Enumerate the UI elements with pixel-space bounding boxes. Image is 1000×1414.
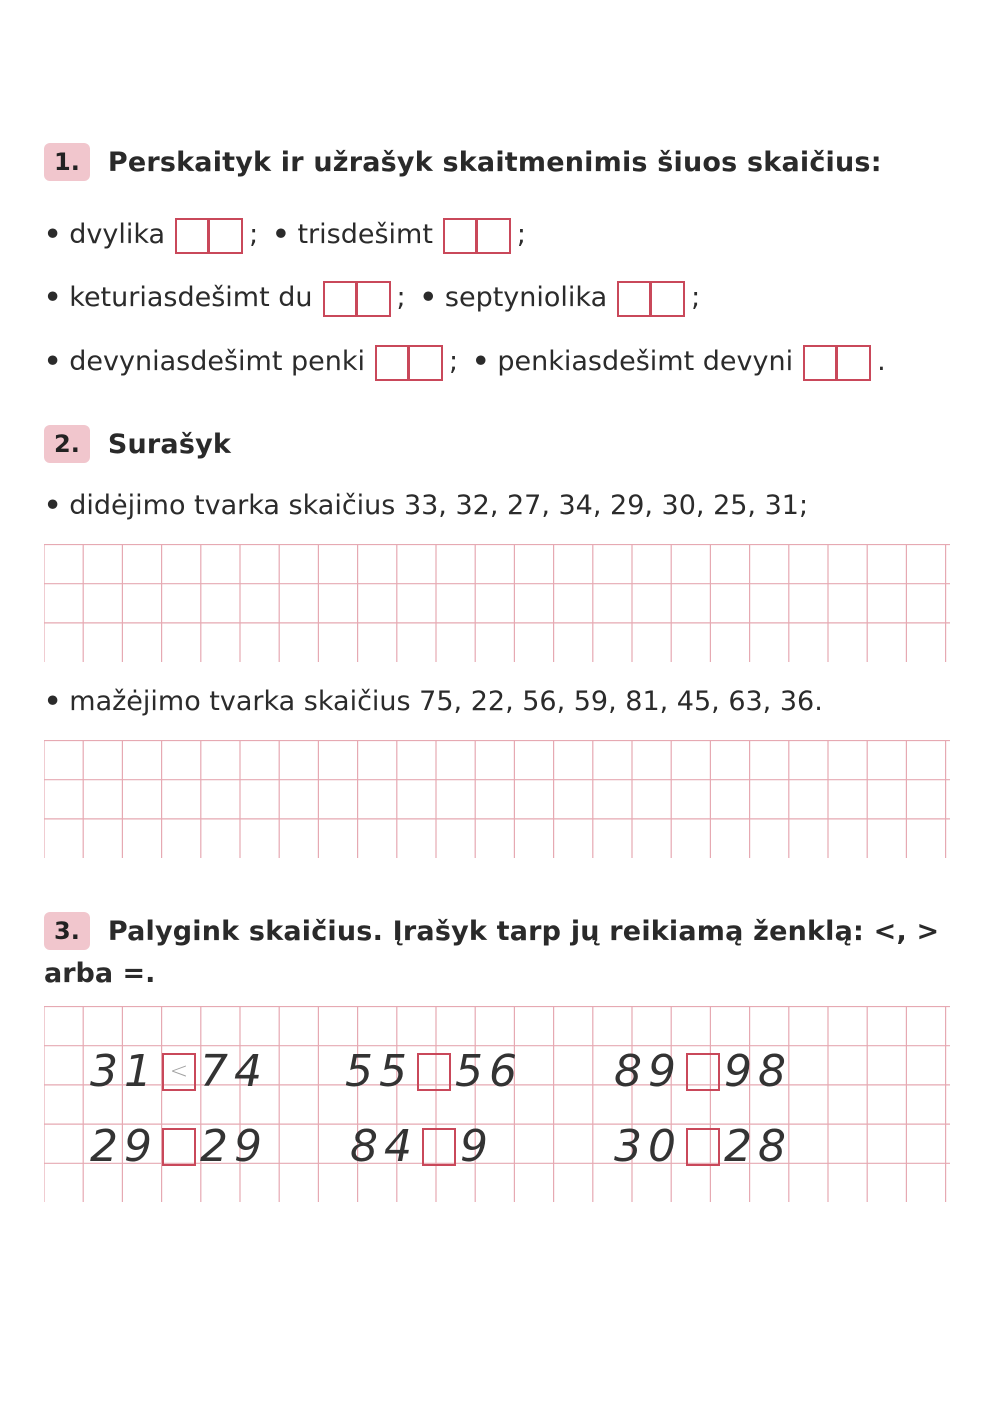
task-2-header: [44, 425, 231, 463]
bullet: •: [44, 281, 62, 313]
grid-ascending[interactable]: [44, 544, 950, 662]
task-1-row-3: [44, 343, 886, 379]
answer-boxes[interactable]: [617, 281, 685, 317]
word-label: devyniasdešimt penki: [69, 345, 365, 377]
compare-pair: [350, 1121, 494, 1172]
word-label: penkiasdešimt devyni: [497, 345, 794, 377]
digit-box[interactable]: [443, 218, 477, 254]
compare-pair: [90, 1046, 268, 1097]
task-title: Surašyk: [107, 428, 232, 460]
grid-lines: [44, 544, 950, 662]
descending-instruction: [44, 686, 823, 717]
word-label: keturiasdešimt du: [69, 281, 313, 313]
left-number: 31: [90, 1046, 158, 1097]
task-1-row-1: [44, 216, 526, 252]
digit-box[interactable]: [409, 345, 443, 381]
bullet: •: [419, 281, 437, 313]
right-number: 98: [724, 1046, 792, 1097]
task-1-header: [44, 143, 882, 181]
task-number: 3.: [44, 912, 90, 950]
separator: .: [877, 345, 886, 377]
digit-box[interactable]: [651, 281, 685, 317]
sign-box[interactable]: <: [162, 1053, 196, 1091]
left-number: 29: [90, 1121, 158, 1172]
answer-boxes[interactable]: [443, 218, 511, 254]
digit-box[interactable]: [209, 218, 243, 254]
answer-boxes[interactable]: [803, 345, 871, 381]
task-number: 1.: [44, 143, 90, 181]
right-number: 9: [460, 1121, 494, 1172]
task-3-header: [44, 912, 939, 950]
digit-box[interactable]: [617, 281, 651, 317]
digit-box[interactable]: [837, 345, 871, 381]
bullet: •: [44, 345, 62, 377]
bullet: •: [44, 490, 62, 521]
digit-box[interactable]: [803, 345, 837, 381]
digit-box[interactable]: [375, 345, 409, 381]
left-number: 89: [614, 1046, 682, 1097]
digit-box[interactable]: [477, 218, 511, 254]
digit-box[interactable]: [323, 281, 357, 317]
digit-box[interactable]: [175, 218, 209, 254]
left-number: 55: [345, 1046, 413, 1097]
task-title: Perskaityk ir užrašyk skaitmenimis šiuos skaičius:: [107, 146, 882, 178]
bullet: •: [44, 686, 62, 717]
separator: ;: [396, 281, 406, 313]
answer-boxes[interactable]: [175, 218, 243, 254]
answer-boxes[interactable]: [323, 281, 391, 317]
bullet: •: [472, 345, 490, 377]
grid-lines: [44, 1006, 950, 1202]
grid-compare: [44, 1006, 950, 1202]
right-number: 29: [200, 1121, 268, 1172]
sign-box[interactable]: [422, 1128, 456, 1166]
task-1-row-2: [44, 279, 700, 315]
ascending-instruction: [44, 490, 808, 521]
separator: ;: [691, 281, 701, 313]
sign-box[interactable]: [686, 1053, 720, 1091]
instruction-text: didėjimo tvarka skaičius 33, 32, 27, 34, 29, 30, 25, 31;: [69, 490, 809, 521]
separator: ;: [516, 218, 527, 250]
compare-pair: [90, 1121, 268, 1172]
sign-box[interactable]: [686, 1128, 720, 1166]
task-title-continued: arba =.: [44, 958, 156, 989]
compare-pair: [345, 1046, 523, 1097]
compare-pair: [614, 1046, 792, 1097]
left-number: 84: [350, 1121, 418, 1172]
sign-box[interactable]: [162, 1128, 196, 1166]
word-label: dvylika: [69, 218, 166, 250]
separator: ;: [449, 345, 459, 377]
digit-box[interactable]: [357, 281, 391, 317]
right-number: 56: [455, 1046, 523, 1097]
compare-pair: [614, 1121, 792, 1172]
grid-lines: [44, 740, 950, 858]
sign-box[interactable]: [417, 1053, 451, 1091]
separator: ;: [249, 218, 259, 250]
task-title: Palygink skaičius. Įrašyk tarp jų reikiamą ženklą: <, >: [107, 915, 940, 947]
answer-boxes[interactable]: [375, 345, 443, 381]
word-label: septyniolika: [444, 281, 608, 313]
instruction-text: mažėjimo tvarka skaičius 75, 22, 56, 59, 81, 45, 63, 36.: [69, 686, 823, 717]
task-number: 2.: [44, 425, 90, 463]
grid-descending[interactable]: [44, 740, 950, 858]
bullet: •: [272, 218, 290, 250]
word-label: trisdešimt: [297, 218, 433, 250]
right-number: 28: [724, 1121, 792, 1172]
bullet: •: [44, 218, 62, 250]
left-number: 30: [614, 1121, 682, 1172]
right-number: 74: [200, 1046, 268, 1097]
